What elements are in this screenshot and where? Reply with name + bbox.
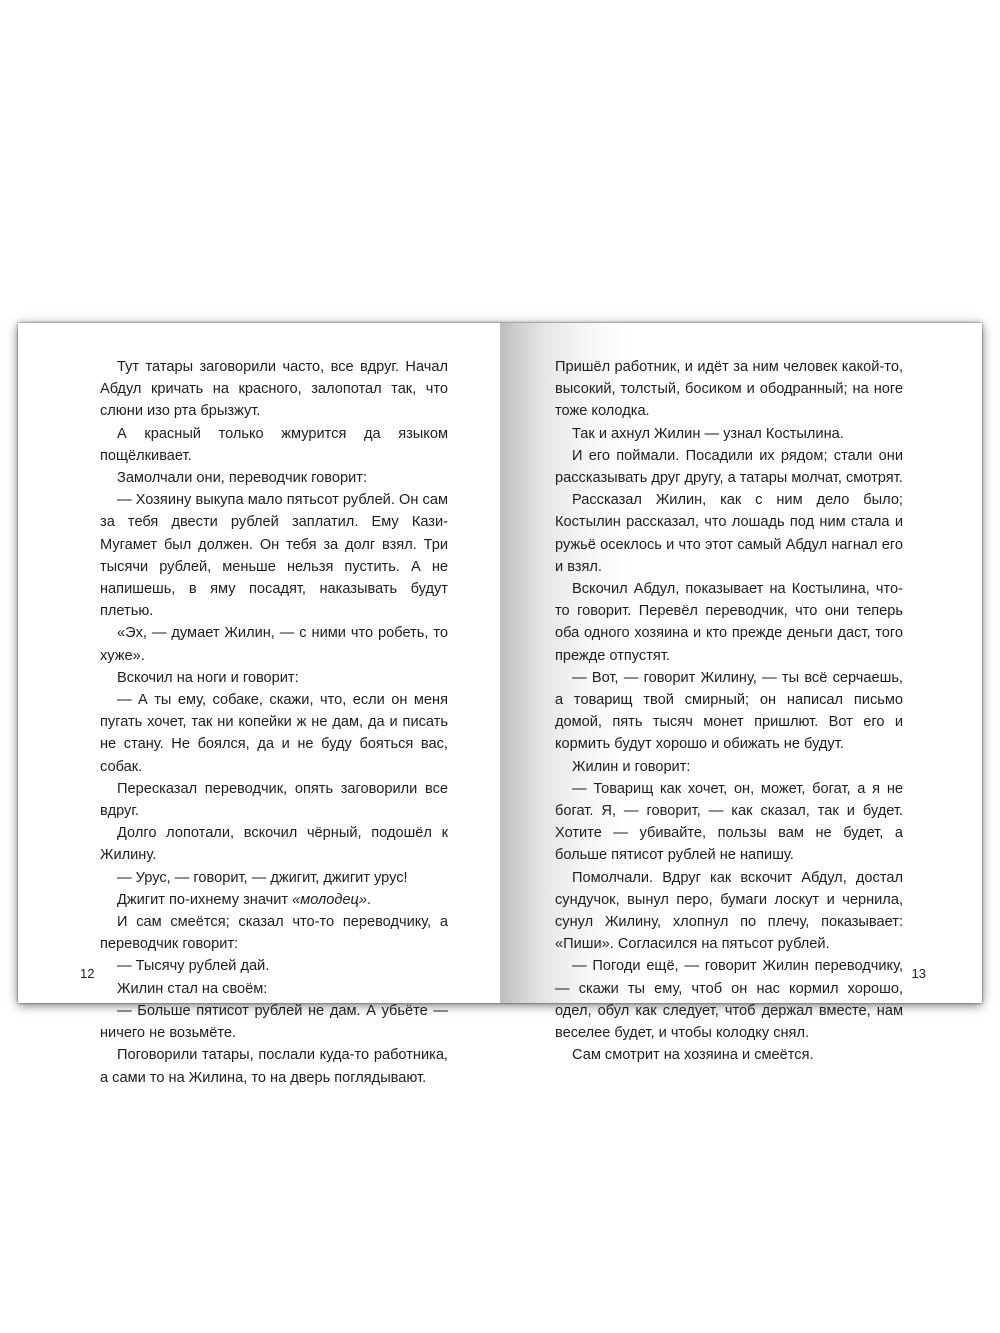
paragraph: — Товарищ как хочет, он, может, богат, а я не богат. Я, — говорит, — как сказал, так и будет. Хотите — убивайте, пользы вам не будет, а больше пятисот рублей не напишу. bbox=[555, 780, 903, 864]
paragraph: «Эх, — думает Жилин, — с ними что робеть, то хуже». bbox=[100, 625, 448, 664]
paragraph: Вскочил на ноги и говорит: bbox=[117, 669, 299, 686]
paragraph: Так и ахнул Жилин — узнал Костылина. bbox=[572, 425, 844, 442]
right-page bbox=[500, 323, 982, 1064]
paragraph: — Хозяину выкупа мало пятьсот рублей. Он сам за тебя двести рублей заплатил. Ему Кази-Мугамет был должен. Он тебя за долг взял. Три тысячи рублей, меньше нельзя пустить. А не напишешь, в яму посадят, наказывать будут плетью. bbox=[100, 492, 448, 620]
paragraph: Пришёл работник, и идёт за ним человек какой-то, высокий, толстый, босиком и ободранный; на ноге тоже колодка. bbox=[555, 359, 903, 420]
right-page-text bbox=[555, 356, 903, 1067]
paragraph: И сам смеётся; сказал что-то переводчику, а переводчик говорит: bbox=[100, 914, 448, 953]
paragraph: И его поймали. Посадили их рядом; стали они рассказывать друг другу, а татары молчат, смотрят. bbox=[555, 447, 903, 487]
paragraph: Вскочил Абдул, показывает на Костылина, что-то говорит. Перевёл переводчик, что они теперь оба одного хозяина и кто прежде деньги даст, того прежде отпустят. bbox=[555, 581, 903, 664]
paragraph-text: Джигит по-ихнему значит bbox=[117, 891, 293, 908]
paragraph: Поговорили татары, послали куда-то работника, а сами то на Жилина, то на дверь поглядывают. bbox=[100, 1047, 448, 1086]
paragraph: Пересказал переводчик, опять заговорили все вдруг. bbox=[100, 780, 448, 820]
left-page-text bbox=[100, 356, 448, 1089]
page-number-right: 13 bbox=[911, 966, 926, 981]
paragraph: Жилин стал на своём: bbox=[117, 980, 268, 997]
paragraph-with-emphasis bbox=[100, 889, 448, 911]
paragraph: — А ты ему, собаке, скажи, что, если он меня пугать хочет, так ни копейки ж не дам, да и писать не стану. Не боялся, да и не буду бояться вас, собак. bbox=[100, 692, 448, 775]
book-spread bbox=[18, 323, 982, 1086]
paragraph: — Погоди ещё, — говорит Жилин переводчику, — скажи ты ему, чтоб он нас кормил хорошо, одел, обул как следует, чтоб держал вместе, нам веселее будет, и чтобы колодку снял. bbox=[555, 958, 903, 1042]
paragraph: Помолчали. Вдруг как вскочит Абдул, достал сундучок, вынул перо, бумаги лоскут и чернила, сунул Жилину, хлопнул по плечу, показывает: «Пиши». Согласился на пятьсот рублей. bbox=[555, 869, 903, 953]
paragraph: — Вот, — говорит Жилину, — ты всё серчаешь, а товарищ твой смирный; он написал письмо домой, пять тысяч монет пришлют. Вот его и кормить будут хорошо и обижать не будут. bbox=[555, 669, 903, 753]
paragraph: Замолчали они, переводчик говорит: bbox=[117, 470, 368, 487]
paragraph: — Больше пятисот рублей не дам. А убьёте — ничего не возьмёте. bbox=[100, 1002, 448, 1042]
page-number-left: 12 bbox=[80, 966, 95, 981]
paragraph: — Урус, — говорит, — джигит, джигит урус! bbox=[117, 869, 408, 886]
paragraph: А красный только жмурится да языком пощёлкивает. bbox=[100, 425, 448, 464]
paragraph: — Тысячу рублей дай. bbox=[117, 958, 270, 975]
paragraph-end: . bbox=[367, 891, 372, 908]
paragraph: Жилин и говорит: bbox=[572, 758, 691, 775]
left-page bbox=[18, 323, 500, 1086]
paragraph: Тут татары заговорили часто, все вдруг. Начал Абдул кричать на красного, залопотал так, что слюни изо рта брызжут. bbox=[100, 359, 448, 420]
paragraph: Долго лопотали, вскочил чёрный, подошёл к Жилину. bbox=[100, 825, 448, 864]
paragraph: Рассказал Жилин, как с ним дело было; Костылин рассказал, что лошадь под ним стала и ружьё осеклось и что этот самый Абдул нагнал его и взял. bbox=[555, 492, 903, 575]
emphasis-word: «молодец» bbox=[292, 891, 368, 908]
paragraph: Сам смотрит на хозяина и смеётся. bbox=[572, 1047, 814, 1064]
